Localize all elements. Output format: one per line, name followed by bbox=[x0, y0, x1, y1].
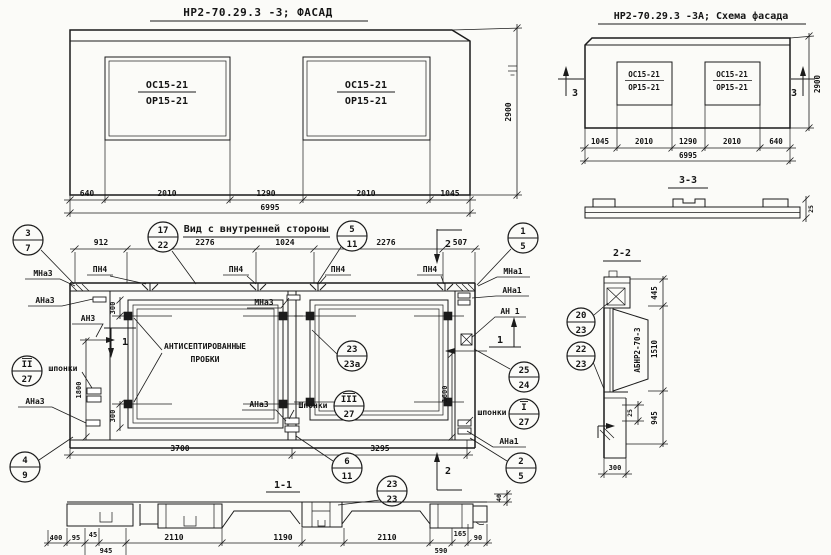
note-line-1: АНТИСЕПТИРОВАННЫЕ bbox=[164, 342, 246, 351]
svg-text:22: 22 bbox=[575, 345, 587, 355]
section-1-1-title: 1-1 bbox=[273, 480, 293, 491]
section-1-flag-right bbox=[489, 317, 521, 347]
section-flag-label: 2 bbox=[444, 466, 452, 477]
dim-300-bottom bbox=[598, 458, 632, 478]
dim-label: 165 bbox=[453, 530, 467, 538]
facade-drawing bbox=[64, 6, 522, 217]
dim-label: 640 bbox=[769, 137, 783, 146]
svg-text:25: 25 bbox=[518, 366, 530, 376]
svg-text:4: 4 bbox=[22, 456, 28, 466]
pn4-label: ПН4 bbox=[92, 265, 108, 274]
dim-label: 945 bbox=[99, 547, 113, 555]
inner-title: Вид с внутренней стороны bbox=[183, 224, 329, 235]
dim-label: 2010 bbox=[157, 189, 177, 198]
board-mark-vertical: АБНР2-70-3 bbox=[633, 327, 642, 373]
dim-total-label: 6995 bbox=[678, 151, 698, 160]
callout-2-5 bbox=[506, 453, 536, 483]
window-mark: ОС15-21 bbox=[628, 70, 660, 79]
anchor-label: МНа1 bbox=[503, 267, 523, 276]
anchor-label: АНа3 bbox=[35, 296, 55, 305]
window-mark: ОС15-21 bbox=[716, 70, 748, 79]
anchor-label: АН 1 bbox=[500, 307, 520, 316]
facade-height-dim bbox=[452, 24, 522, 199]
svg-text:III: III bbox=[340, 395, 358, 405]
svg-text:II: II bbox=[21, 360, 33, 370]
inner-view-drawing bbox=[10, 221, 539, 506]
dim-label: 445 bbox=[650, 286, 659, 300]
window-mark: ОС15-21 bbox=[145, 80, 189, 91]
anchor-label: АНа1 bbox=[499, 437, 519, 446]
rib-block bbox=[158, 504, 222, 528]
anchor-label: АНа1 bbox=[502, 286, 522, 295]
svg-text:22: 22 bbox=[157, 241, 169, 251]
pn4-label: ПН4 bbox=[228, 265, 244, 274]
dim-label: 3295 bbox=[370, 444, 390, 453]
callout-II-27 bbox=[12, 356, 42, 386]
dim-label: 945 bbox=[650, 411, 659, 425]
section-title: 3-3 bbox=[678, 175, 698, 186]
section-1-1 bbox=[44, 490, 512, 555]
svg-text:11: 11 bbox=[341, 472, 353, 482]
dim-label: 1600 bbox=[441, 385, 449, 403]
section-flag-label: 3 bbox=[790, 88, 798, 99]
callout-3-7 bbox=[13, 225, 43, 255]
dim-label: 45 bbox=[88, 531, 98, 539]
dim-25 bbox=[622, 401, 644, 425]
svg-text:11: 11 bbox=[346, 240, 358, 250]
dim-label: 1510 bbox=[650, 339, 659, 359]
flange-notches bbox=[142, 283, 453, 291]
section-1-flag-left bbox=[104, 328, 136, 358]
note-line-2: ПРОБКИ bbox=[190, 355, 220, 364]
svg-text:5: 5 bbox=[518, 472, 524, 482]
callout-17-22 bbox=[148, 222, 178, 252]
dim-label: 590 bbox=[434, 547, 448, 555]
schema-dim-chain bbox=[580, 105, 796, 165]
dim-label: 1800 bbox=[75, 381, 83, 399]
dim-label: 1045 bbox=[440, 189, 460, 198]
facade-window-2 bbox=[303, 57, 430, 140]
svg-text:5: 5 bbox=[520, 242, 526, 252]
svg-text:1: 1 bbox=[520, 227, 526, 237]
section-flag-label: 1 bbox=[121, 337, 129, 348]
sec11-dims bbox=[44, 490, 512, 555]
section-3-3 bbox=[585, 175, 815, 222]
window-mark: ОР15-21 bbox=[344, 96, 388, 107]
svg-text:23: 23 bbox=[575, 360, 587, 370]
hatch-right bbox=[456, 284, 475, 291]
svg-text:2: 2 bbox=[518, 457, 524, 467]
level-mark-icon bbox=[508, 66, 517, 75]
dim-label: 300 bbox=[109, 301, 117, 315]
dim-label: 2010 bbox=[356, 189, 376, 198]
callout-20-23 bbox=[567, 308, 595, 336]
dim-label: 2110 bbox=[164, 533, 184, 542]
svg-text:24: 24 bbox=[518, 381, 530, 391]
facade-panel-outline bbox=[70, 30, 470, 195]
window1-300-dims bbox=[109, 297, 124, 432]
svg-text:5: 5 bbox=[349, 225, 355, 235]
dim-label: 2010 bbox=[722, 137, 742, 146]
shponki-label: Шпонки bbox=[298, 401, 328, 410]
anchor-label: АНа3 bbox=[249, 400, 269, 409]
svg-text:6: 6 bbox=[344, 457, 350, 467]
section-2-2 bbox=[567, 248, 668, 478]
section-3-flag-left bbox=[558, 66, 584, 99]
inner-top-dims bbox=[70, 238, 480, 283]
svg-text:20: 20 bbox=[575, 311, 587, 321]
svg-text:I: I bbox=[521, 403, 527, 413]
dim-label: 90 bbox=[473, 534, 483, 542]
svg-text:17: 17 bbox=[157, 226, 169, 236]
foot-anchor bbox=[598, 423, 615, 440]
svg-text:27: 27 bbox=[343, 410, 355, 420]
dim-label: 25 bbox=[626, 409, 634, 417]
svg-text:23: 23 bbox=[346, 345, 358, 355]
callout-5-11 bbox=[337, 221, 367, 251]
window-mark: ОР15-21 bbox=[716, 83, 748, 92]
inner-bottom-dims bbox=[64, 440, 473, 459]
schema-window-1 bbox=[617, 62, 672, 105]
dim-label: 2276 bbox=[195, 238, 215, 247]
schema-panel-outline bbox=[585, 38, 790, 128]
facade-dim-chain bbox=[64, 140, 476, 217]
section-2-2-title: 2-2 bbox=[612, 248, 632, 259]
section-flag-label: 3 bbox=[571, 88, 579, 99]
facade-window-1 bbox=[105, 57, 230, 140]
callout-1-5 bbox=[508, 223, 538, 253]
schema-window-2 bbox=[705, 62, 760, 105]
dim-label: 507 bbox=[452, 238, 468, 247]
callout-25-24 bbox=[509, 362, 539, 392]
svg-text:27: 27 bbox=[21, 375, 33, 385]
window-mark: ОР15-21 bbox=[145, 96, 189, 107]
frame-trapezoid bbox=[613, 309, 648, 391]
dim-height-label: 2900 bbox=[504, 102, 513, 122]
callout-23-23a bbox=[337, 341, 367, 371]
dim-label: 300 bbox=[109, 409, 117, 423]
dim-label: 1190 bbox=[273, 533, 293, 542]
svg-text:23: 23 bbox=[386, 480, 398, 490]
callout-6-11 bbox=[332, 453, 362, 483]
schema-title: НР2-70.29.3 -3А; Схема фасада bbox=[613, 11, 789, 22]
dim-label: 2110 bbox=[377, 533, 397, 542]
svg-text:9: 9 bbox=[22, 471, 28, 481]
anchor-label: МНа3 bbox=[254, 298, 274, 307]
dim-label: 3700 bbox=[170, 444, 190, 453]
schema-drawing bbox=[558, 10, 822, 222]
dim-label: 2276 bbox=[376, 238, 396, 247]
dim-label: 2010 bbox=[634, 137, 654, 146]
pn4-labels bbox=[87, 265, 444, 284]
callout-III-27 bbox=[334, 391, 364, 421]
pn4-label: ПН4 bbox=[422, 265, 438, 274]
rib-block bbox=[430, 504, 473, 528]
dim-total-label: 6995 bbox=[260, 203, 280, 212]
svg-text:23: 23 bbox=[575, 326, 587, 336]
dim-label: 1024 bbox=[275, 238, 295, 247]
pn4-label: ПН4 bbox=[330, 265, 346, 274]
window-mark: ОР15-21 bbox=[628, 83, 660, 92]
dim-label: 40 bbox=[495, 494, 503, 502]
dim-label: 912 bbox=[93, 238, 109, 247]
dim-label: 1045 bbox=[590, 137, 610, 146]
dim-label: 400 bbox=[49, 534, 63, 542]
window-mark: ОС15-21 bbox=[344, 80, 388, 91]
section-3-flag-right bbox=[791, 66, 815, 99]
dim-label: 95 bbox=[71, 534, 81, 542]
anchor-label: АН3 bbox=[80, 314, 96, 323]
section-flag-label: 1 bbox=[496, 335, 504, 346]
callout-4-9 bbox=[10, 452, 40, 482]
facade-title: НР2-70.29.3 -3; ФАСАД bbox=[183, 6, 333, 19]
dim-height-label: 2900 bbox=[813, 74, 822, 94]
svg-text:23а: 23а bbox=[343, 360, 361, 370]
anchor-label: МНа3 bbox=[33, 269, 53, 278]
shponki-label: шпонки bbox=[477, 408, 507, 417]
callout-22-23 bbox=[567, 342, 595, 370]
dim-label: 300 bbox=[608, 464, 622, 472]
callout-I-27 bbox=[509, 399, 539, 429]
svg-text:7: 7 bbox=[25, 244, 31, 254]
dim-label: 25 bbox=[807, 205, 815, 213]
rib-block bbox=[302, 502, 342, 527]
schema-height-dim bbox=[790, 33, 822, 132]
section-2-flag-bottom bbox=[434, 452, 462, 490]
section-flag-label: 2 bbox=[444, 239, 452, 250]
svg-text:23: 23 bbox=[386, 495, 398, 505]
inner-window-1 bbox=[112, 300, 303, 428]
svg-text:3: 3 bbox=[25, 229, 31, 239]
dim-label: 1290 bbox=[256, 189, 276, 198]
dim-label: 640 bbox=[79, 189, 95, 198]
svg-text:27: 27 bbox=[518, 418, 530, 428]
shponki-label: шпонки bbox=[48, 364, 78, 373]
anchor-label: АНа3 bbox=[25, 397, 45, 406]
dim-label: 1290 bbox=[678, 137, 698, 146]
